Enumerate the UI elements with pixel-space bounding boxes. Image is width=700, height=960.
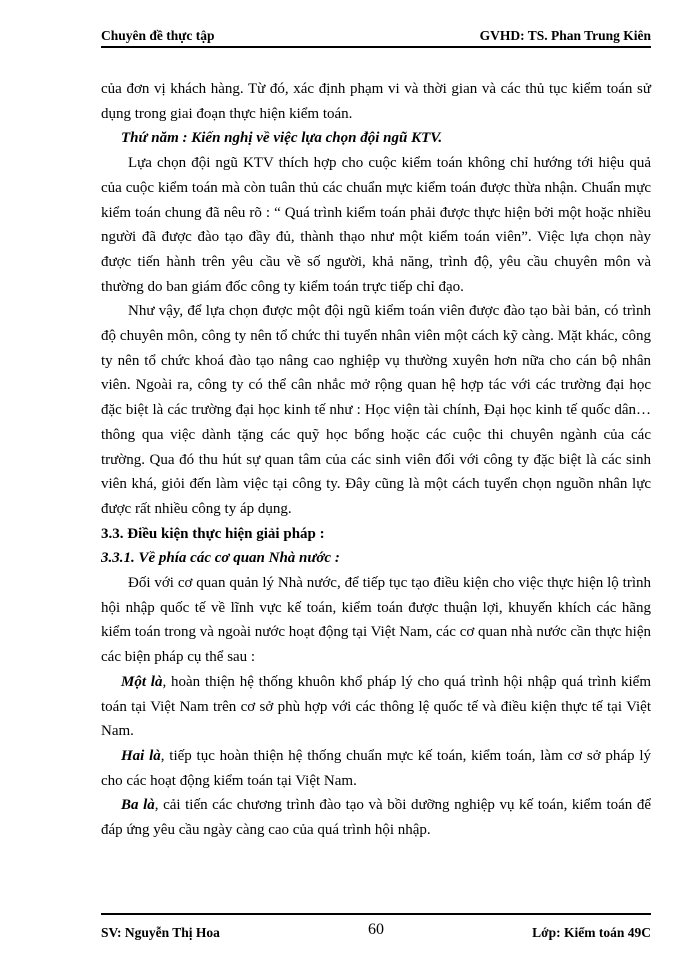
list-item-lead: Hai là	[121, 747, 161, 764]
paragraph-continued: của đơn vị khách hàng. Từ đó, xác định phạm vi và thời gian và các thủ tục kiểm toán sử dụng trong giai đoạn thực hiện kiểm toán.	[101, 81, 651, 122]
section-heading-3-3: 3.3. Điều kiện thực hiện giải pháp :	[101, 525, 325, 542]
footer-student: SV: Nguyễn Thị Hoa	[101, 925, 220, 940]
heading-thu-nam: Thứ năm : Kiến nghị về việc lựa chọn đội ngũ KTV.	[121, 130, 443, 147]
header-right: GVHD: TS. Phan Trung Kiên	[479, 28, 651, 43]
footer-class: Lớp: Kiểm toán 49C	[532, 925, 651, 940]
page-header	[101, 24, 651, 48]
paragraph: Như vậy, để lựa chọn được một đội ngũ kiểm toán viên được đào tạo bài bản, có trình độ chuyên môn, công ty nên tổ chức thi tuyển nhân viên một cách kỹ càng. Mặt khác, công ty nên tổ chức khoá đào tạo nâng cao nghiệp vụ thường xuyên hơn nữa cho cán bộ nhân viên. Ngoài ra, công ty có thể cân nhắc mở rộng quan hệ hợp tác với các trường đại học đặc biệt là các trường đại học kinh tế như : Học viện tài chính, Đại học kinh tế quốc dân… thông qua việc dành tặng các quỹ học bổng hoặc các cuộc thi chuyên ngành của các trường. Qua đó thu hút sự quan tâm của các sinh viên đối với công ty đặc biệt là các sinh viên khá, giỏi đến làm việc tại công ty. Đây cũng là một cách tuyển chọn nguồn nhân lực được rất nhiều công ty áp dụng.	[101, 303, 651, 517]
list-item-text: , hoàn thiện hệ thống khuôn khổ pháp lý cho quá trình hội nhập quá trình kiểm toán tại Việt Nam trên cơ sở phù hợp với các thông lệ quốc tế và điều kiện thực tế tại Việt Nam.	[101, 673, 651, 740]
list-item-text: , tiếp tục hoàn thiện hệ thống chuẩn mực kế toán, kiểm toán, làm cơ sở pháp lý cho các hoạt động kiểm toán tại Việt Nam.	[101, 747, 651, 789]
paragraph: Đối với cơ quan quản lý Nhà nước, để tiếp tục tạo điều kiện cho việc thực hiện lộ trình hội nhập quốc tế về lĩnh vực kế toán, kiểm toán được thuận lợi, khuyến khích các hãng kiểm toán trong và ngoài nước hoạt động tại Việt Nam, các cơ quan nhà nước cần thực hiện các biện pháp cụ thể sau :	[101, 575, 651, 666]
list-item-text: , cải tiến các chương trình đào tạo và bồi dưỡng nghiệp vụ kế toán, kiểm toán để đáp ứng yêu cầu ngày càng cao của quá trình hội nhập.	[101, 797, 651, 839]
list-item-lead: Một là	[121, 673, 163, 690]
page-body	[101, 77, 651, 843]
page-footer	[101, 913, 651, 945]
list-item-lead: Ba là	[121, 797, 155, 814]
list-item	[101, 670, 651, 744]
paragraph: Lựa chọn đội ngũ KTV thích hợp cho cuộc kiểm toán không chỉ hướng tới hiệu quả của cuộc kiểm toán mà còn tuân thủ các chuẩn mực kiểm toán được thừa nhận. Chuẩn mực kiểm toán chung đã nêu rõ : “ Quá trình kiểm toán phải được thực hiện bởi một hoặc nhiều người đã được đào tạo đầy đủ, thành thạo như một kiểm toán viên”. Việc lựa chọn này được tiến hành trên yêu cầu về số người, khả năng, trình độ, yêu cầu chuyên môn và thường do ban giám đốc công ty kiểm toán trực tiếp chỉ đạo.	[101, 155, 651, 295]
page-number: 60	[368, 921, 384, 938]
list-item	[101, 744, 651, 793]
section-heading-3-3-1: 3.3.1. Về phía các cơ quan Nhà nước :	[101, 550, 340, 567]
header-left: Chuyên đề thực tập	[101, 28, 215, 43]
list-item	[101, 793, 651, 842]
